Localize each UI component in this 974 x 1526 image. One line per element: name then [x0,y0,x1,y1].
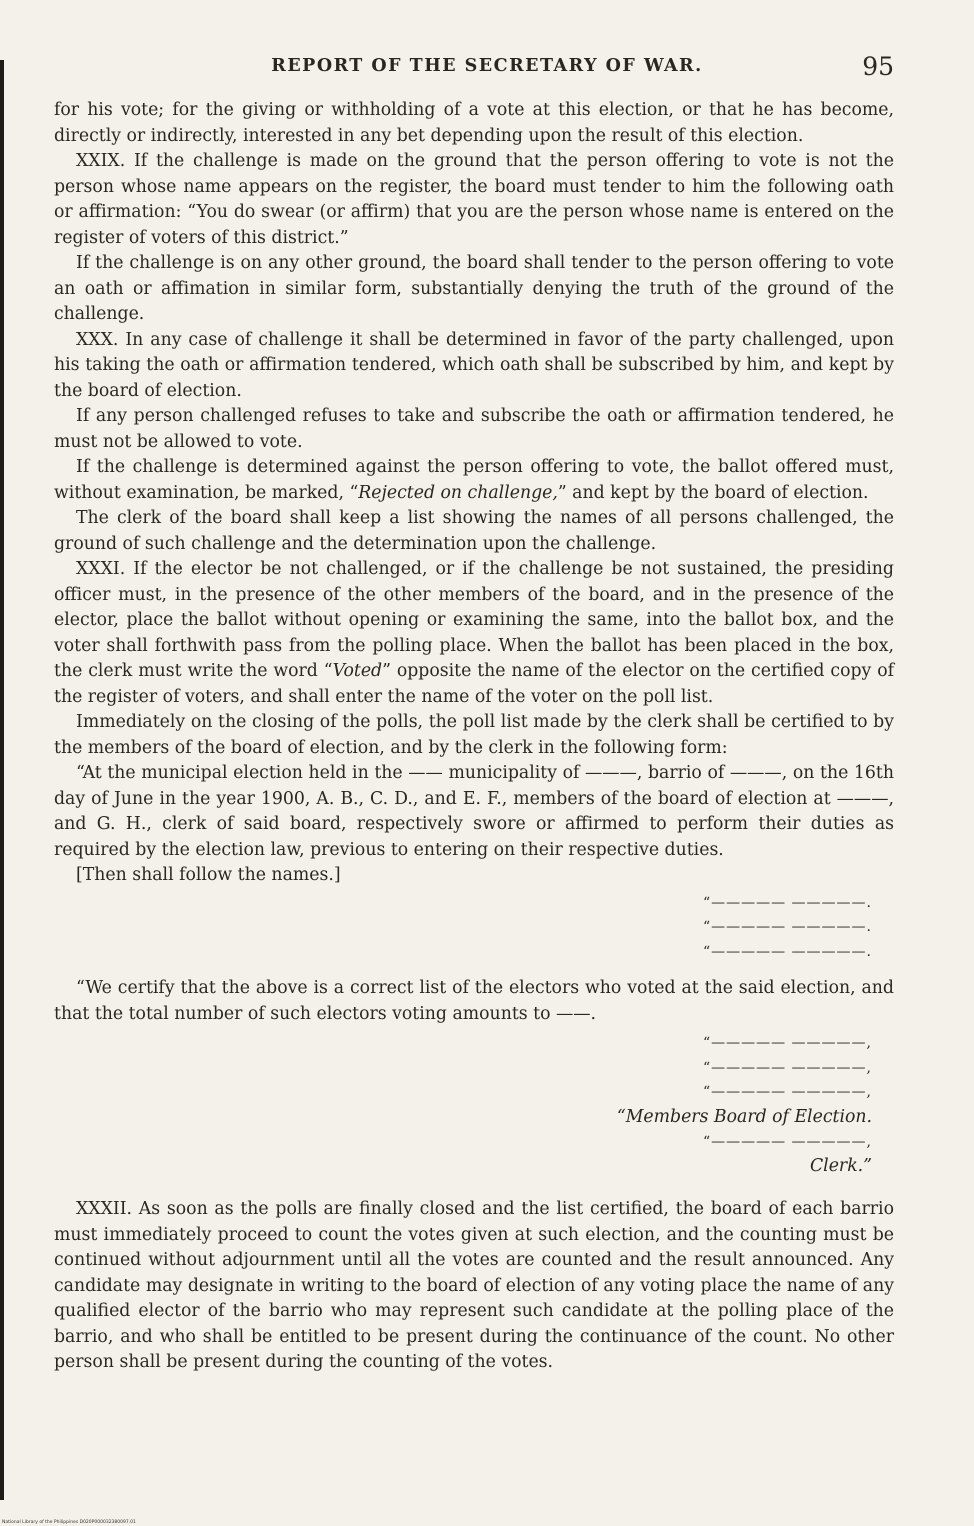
signature-line: “————— —————. [702,943,872,960]
paragraph-follow-names: [Then shall follow the names.] [76,865,341,885]
clerk-label: Clerk.” [809,1156,872,1176]
scan-edge-bar [0,60,4,1500]
signature-line: “————— —————, [702,1084,872,1100]
signature-line: “————— —————. [702,894,872,911]
names-signature-block [54,891,894,965]
paragraph-poll-list: Immediately on the closing of the polls, the poll list made by the clerk shall be certified to by the members of the board of election, and by the clerk in the following form: [54,712,894,758]
body-text [54,98,894,1376]
paragraph-rejected-ballot [54,455,894,506]
paragraph-certify: “We certify that the above is a correct list of the electors who voted at the said election, and that the total number of such electors voting amounts to ——. [54,978,894,1024]
text-run: ” opposite the name of the elector on the certified copy of the register of voters, and shall enter the name of the voter on the poll list. [54,661,894,707]
page-number: 95 [862,52,894,81]
section-xxx: XXX. In any case of challenge it shall be determined in favor of the party challenged, upon his taking the oath or affirmation tendered, which oath shall be subscribed by him, and kept by the board of election. [54,329,894,401]
paragraph-continuation: for his vote; for the giving or withholding of a vote at this election, or that he has become, directly or indirectly, interested in any bet depending upon the result of this election. [54,100,894,146]
section-xxxi [54,557,894,710]
italic-voted: Voted [332,661,383,681]
section-xxxii: XXXII. As soon as the polls are finally closed and the list certified, the board of each barrio must immediately proceed to count the votes given at such election, and the counting must be continued without adjournment until all the votes are counted and the result announced. Any candidate may designate in writing to the board of election of any voting place the name of any qualified elector of the barrio who may represent such candidate at the polling place of the barrio, and who shall be entitled to be present during the continuance of the count. No other person shall be present during the counting of the votes. [54,1199,894,1372]
paragraph-clerk-list: The clerk of the board shall keep a list showing the names of all persons challenged, the ground of such challenge and the determination upon the challenge. [54,508,894,554]
library-footer: National Library of the Philippines D020P000032380097.01 [2,1520,136,1525]
text-run: If the challenge is determined against the person offering to vote, the ballot offered must, without examination, be marked, “ [54,457,894,503]
running-title: REPORT OF THE SECRETARY OF WAR. [271,56,703,76]
signature-line: “————— —————. [702,919,872,935]
paragraph-other-ground: If the challenge is on any other ground, the board shall tender to the person offering to vote an oath or affimation in similar form, substantially denying the truth of the ground of the challenge. [54,253,894,324]
page-header [0,52,974,82]
italic-rejected: Rejected on challenge, [358,482,558,503]
members-board-label: “Members Board of Election. [616,1106,872,1127]
paragraph-certificate-form: “At the municipal election held in the —— municipality of ———, barrio of ———, on the 16th day of June in the year 1900, A. B., C. D., and E. F., members of the board of election at ———, and G. H., clerk of said board, respectively swore or affirmed to perform their duties as required by the election law, previous to entering on their respective duties. [54,763,894,860]
text-run: XXXI. If the elector be not challenged, or if the challenge be not sustained, the presiding officer must, in the presence of the other members of the board, and in the presence of the elector, place the ballot without opening or examining the same, into the ballot box, and the voter shall forthwith pass from the polling place. When the ballot has been placed in the box, the clerk must write the word “ [54,559,894,681]
text-run: ” and kept by the board of election. [557,482,869,503]
signature-line: “————— —————, [702,1059,872,1076]
signature-line: “————— —————, [702,1035,872,1051]
members-signature-block [54,1031,894,1179]
clerk-signature-line: “————— —————, [702,1133,872,1150]
paragraph-refuses-oath: If any person challenged refuses to take and subscribe the oath or affirmation tendered, he must not be allowed to vote. [54,406,894,452]
section-xxix: XXIX. If the challenge is made on the ground that the person offering to vote is not the person whose name appears on the register, the board must tender to him the following oath or affirmation: “You do swear (or affirm) that you are the person whose name is entered on the register of voters of this district.” [54,151,894,248]
